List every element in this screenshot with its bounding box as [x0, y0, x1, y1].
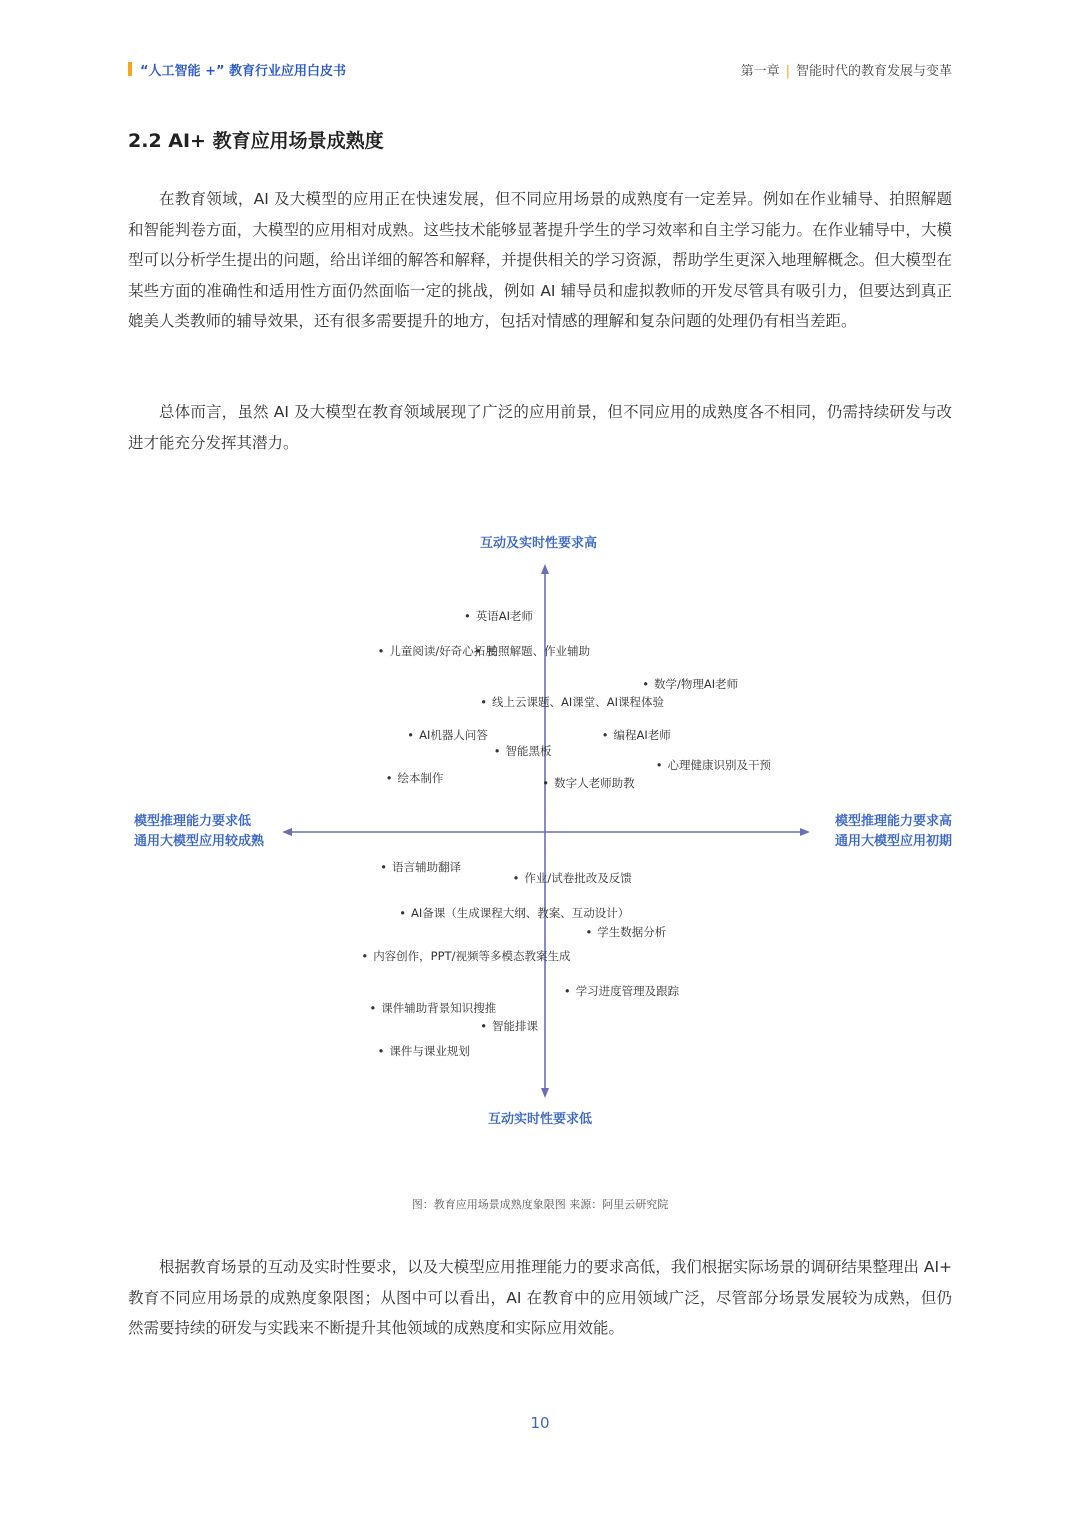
chart-point-label: • AI备课（生成课程大纲、教案、互动设计）	[399, 905, 629, 921]
chart-point-label: • 拍照解题、作业辅助	[475, 643, 590, 659]
chart-point-label: • 课件与课业规划	[378, 1043, 470, 1059]
section-title: 2.2 AI+ 教育应用场景成熟度	[128, 130, 384, 152]
chapter-info	[741, 60, 952, 79]
axis-label-right-line1: 模型推理能力要求高	[834, 814, 952, 829]
y-axis-arrow-down	[541, 1088, 549, 1098]
axis-label-left-line1: 模型推理能力要求低	[134, 814, 252, 829]
chart-point-label: • 线上云课题、AI课堂、AI课程体验	[480, 694, 664, 710]
chart-point-label: • 学生数据分析	[586, 924, 667, 940]
maturity-quadrant-chart	[128, 530, 952, 1130]
y-axis-arrow-up	[541, 564, 549, 574]
chart-point-label: • 内容创作，PPT/视频等多模态教案生成	[361, 948, 570, 964]
document-title: “人工智能 +” 教育行业应用白皮书	[140, 64, 347, 79]
chart-point-label: • 语言辅助翻译	[380, 859, 461, 875]
chart-point-label: • 英语AI老师	[464, 608, 533, 624]
axis-label-bottom: 互动实时性要求低	[488, 1112, 593, 1127]
chart-point-label: • 课件辅助背景知识搜推	[370, 1000, 497, 1016]
chart-point-label: • 心理健康识别及干预	[656, 757, 771, 773]
chart-point-label: • 智能黑板	[494, 743, 552, 759]
chart-point-label: • 数学/物理AI老师	[642, 676, 738, 692]
axis-label-right-line2: 通用大模型应用初期	[834, 834, 952, 849]
axis-label-left-line2: 通用大模型应用较成熟	[134, 834, 265, 849]
chart-point-label: • 学习进度管理及跟踪	[564, 983, 679, 999]
chart-point-label: • 编程AI老师	[602, 727, 671, 743]
header-accent-bar	[128, 62, 132, 76]
page-header	[128, 58, 952, 82]
figure-caption: 图：教育应用场景成熟度象限图 来源：阿里云研究院	[411, 1198, 669, 1211]
chart-point-label: • 数字人老师助教	[542, 775, 634, 791]
page-number: 10	[530, 1414, 550, 1432]
chapter-number: 第一章	[740, 64, 780, 79]
chapter-title: 智能时代的教育发展与变革	[795, 64, 952, 79]
axis-label-right	[835, 812, 952, 852]
chart-point-label: • 儿童阅读/好奇心拓展	[378, 643, 497, 659]
paragraph-2: 总体而言，虽然 AI 及大模型在教育领域展现了广泛的应用前景，但不同应用的成熟度各不相同，仍需持续研发与改进才能充分发挥其潜力。	[128, 403, 952, 452]
chart-point-label: • 作业/试卷批改及反馈	[513, 870, 632, 886]
x-axis-arrow-left	[282, 828, 292, 836]
paragraph-1: 在教育领域，AI 及大模型的应用正在快速发展，但不同应用场景的成熟度有一定差异。例如在作业辅导、拍照解题和智能判卷方面，大模型的应用相对成熟。这些技术能够显著提升学生的学习效率和自主学习能力。在作业辅导中，大模型可以分析学生提出的问题，给出详细的解答和解释，并提供相关的学习资源，帮助学生更深入地理解概念。但大模型在某些方面的准确性和适用性方面仍然面临一定的挑战，例如 AI 辅导员和虚拟教师的开发尽管具有吸引力，但要达到真正媲美人类教师的辅导效果，还有很多需要提升的地方，包括对情感的理解和复杂问题的处理仍有相当差距。	[128, 190, 952, 330]
chart-point-label: • 绘本制作	[386, 770, 444, 786]
x-axis-arrow-right	[800, 828, 810, 836]
chart-point-label: • 智能排课	[480, 1018, 538, 1034]
axis-label-top: 互动及实时性要求高	[480, 536, 598, 551]
chart-point-label: • AI机器人问答	[407, 727, 488, 743]
paragraph-3: 根据教育场景的互动及实时性要求，以及大模型应用推理能力的要求高低，我们根据实际场景的调研结果整理出 AI+ 教育不同应用场景的成熟度象限图；从图中可以看出，AI 在教育中的应用领域广泛，尽管部分场景发展较为成熟，但仍然需要持续的研发与实践来不断提升其他领域的成熟度和实际应用效能。	[128, 1258, 952, 1337]
axis-label-left	[134, 812, 264, 852]
chapter-separator: |	[785, 64, 790, 79]
